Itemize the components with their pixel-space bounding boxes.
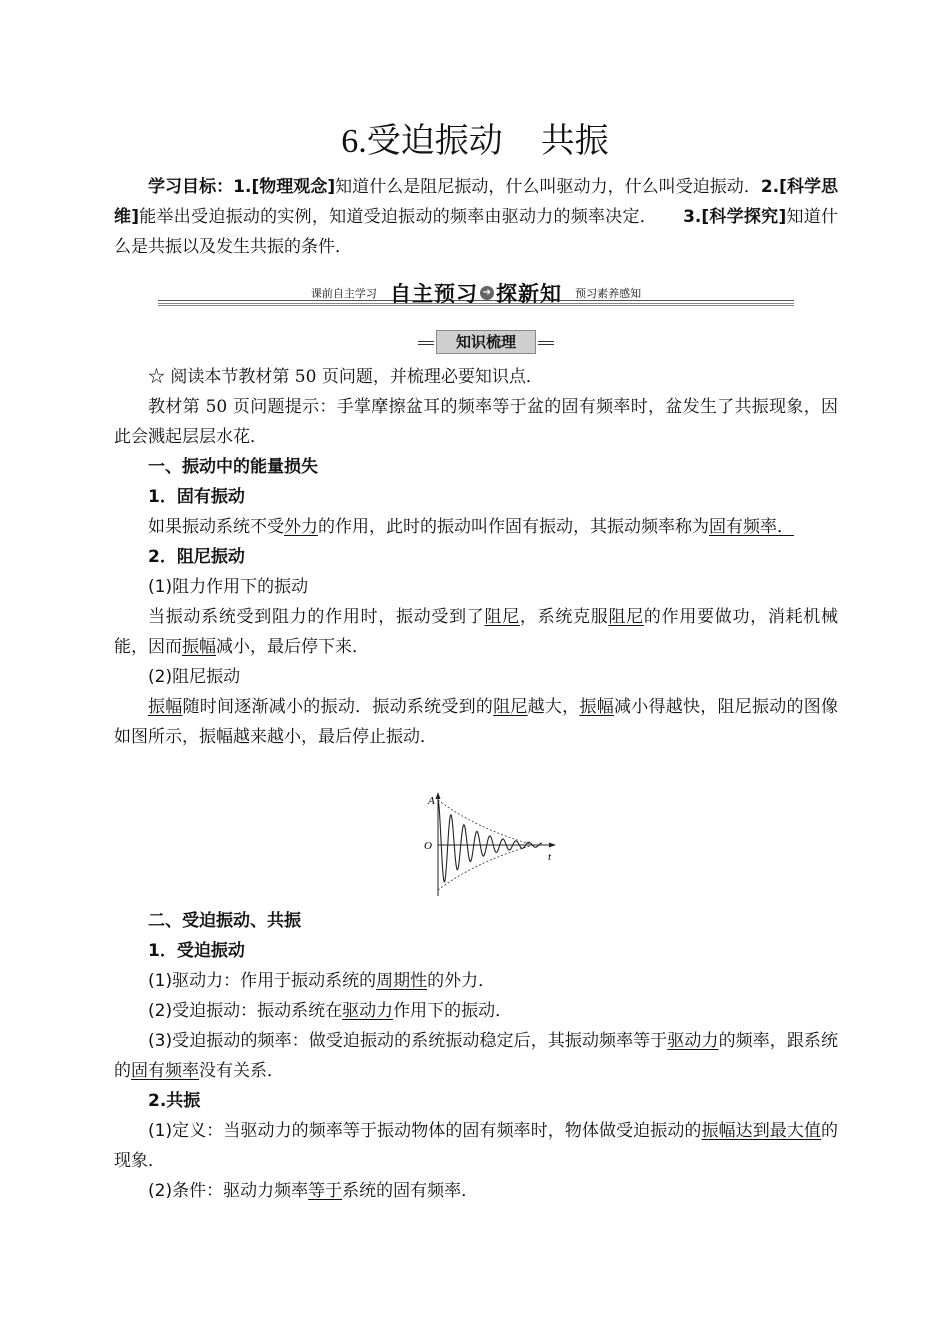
paragraph: 振幅随时间逐渐减小的振动．振动系统受到的阻尼越大，振幅减小得越快，阻尼振动的图像如图所示，振幅越来越小，最后停止振动． <box>114 697 839 747</box>
list-item: (1)定义：当驱动力的频率等于振动物体的固有频率时，物体做受迫振动的振幅达到最大值的现象． <box>114 1121 838 1171</box>
list-item: (2)条件：驱动力频率等于系统的固有频率． <box>148 1181 479 1201</box>
section-forced-vibration <box>114 906 838 1206</box>
x-axis-label: t <box>548 851 552 863</box>
page-title: 6.受迫振动 共振 <box>341 123 609 160</box>
subheading: 2.共振 <box>148 1091 201 1111</box>
read-prompt: ☆ 阅读本节教材第 50 页问题，并梳理必要知识点． <box>148 367 543 387</box>
subheading: (2)阻尼振动 <box>148 667 241 687</box>
paragraph: 如果振动系统不受外力的作用，此时的振动叫作固有振动，其振动频率称为固有频率． <box>148 517 794 537</box>
subheading: (1)阻力作用下的振动 <box>148 577 309 597</box>
damped-oscillation-figure <box>420 790 560 900</box>
lower-envelope <box>438 846 530 890</box>
list-item: (2)受迫振动：振动系统在驱动力作用下的振动． <box>148 1001 513 1021</box>
section-banner: 课前自主学习 自主预习 ➜ 探新知 预习素养感知 <box>158 276 794 312</box>
section-energy-loss <box>114 452 838 752</box>
damped-wave-curve <box>438 800 542 882</box>
x-axis-arrow <box>549 843 556 848</box>
list-item: (1)驱动力：作用于振动系统的周期性的外力． <box>148 971 496 991</box>
y-axis-arrow <box>436 792 441 799</box>
section-heading: 二、受迫振动、共振 <box>148 911 301 931</box>
y-axis-label: A <box>428 795 435 807</box>
list-item: (3)受迫振动的频率：做受迫振动的系统振动稳定后，其振动频率等于驱动力的频率，跟系统的固有频率没有关系． <box>114 1031 839 1081</box>
arrow-icon: ➜ <box>480 286 494 300</box>
origin-label: O <box>424 840 432 852</box>
damped-oscillation-graph <box>420 790 560 900</box>
knowledge-tag: 知识梳理 <box>418 330 554 354</box>
paragraph: 当振动系统受到阻力的作用时，振动受到了阻尼，系统克服阻尼的作用要做功，消耗机械能，因而振幅减小，最后停下来． <box>114 607 839 657</box>
hint-text: 教材第 50 页问题提示：手掌摩擦盆耳的频率等于盆的固有频率时，盆发生了共振现象，因此会溅起层层水花． <box>114 397 838 447</box>
section-heading: 一、振动中的能量损失 <box>148 457 318 477</box>
subheading: 1．受迫振动 <box>148 941 245 961</box>
subheading: 1．固有振动 <box>148 487 245 507</box>
learning-goals: 学习目标：1.[物理观念]知道什么是阻尼振动，什么叫驱动力，什么叫受迫振动．2.[科学思维]能举出受迫振动的实例，知道受迫振动的频率由驱动力的频率决定． 3.[科学探究]知道什么是共振以及发生共振的条件． <box>114 177 838 257</box>
subheading: 2．阻尼振动 <box>148 547 245 567</box>
reading-section <box>114 362 838 452</box>
